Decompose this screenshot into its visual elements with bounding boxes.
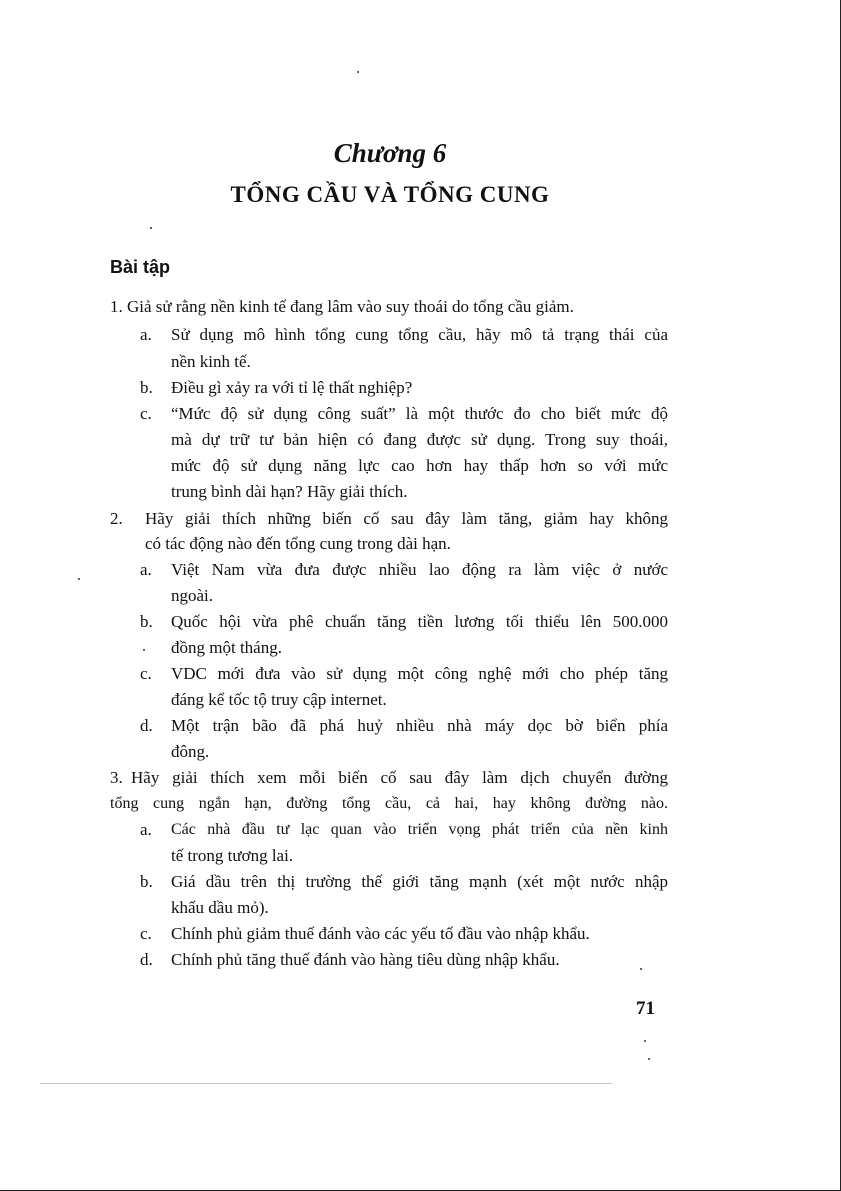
- part-text: Một trận bão đã phá huỷ nhiều nhà máy dọc bờ biển phía: [171, 716, 668, 735]
- part-mark: b.: [140, 612, 153, 631]
- question-text: tổng cung ngắn hạn, đường tổng cầu, cả hai, hay không đường nào.: [110, 795, 668, 812]
- scan-speck: [648, 1058, 650, 1060]
- part-text: đáng kể tốc tộ truy cập internet.: [171, 690, 387, 709]
- question-text: Hãy giải thích xem mỗi biến cố sau đây làm dịch chuyển đường: [131, 768, 668, 787]
- part-text: Việt Nam vừa đưa được nhiều lao động ra làm việc ở nước: [171, 560, 668, 579]
- part-mark: d.: [140, 950, 153, 969]
- question-text: Hãy giải thích những biến cố sau đây làm tăng, giảm hay không: [145, 509, 668, 528]
- part-text: ngoài.: [171, 586, 214, 605]
- question-text: có tác động nào đến tổng cung trong dài hạn.: [145, 534, 451, 553]
- scan-speck: [78, 578, 80, 580]
- part-mark: c.: [140, 664, 152, 683]
- scan-speck: [644, 1040, 646, 1042]
- question-number: 2.: [110, 509, 123, 528]
- part-mark: c.: [140, 404, 152, 423]
- part-text: Quốc hội vừa phê chuẩn tăng tiền lương tối thiểu lên 500.000: [171, 612, 668, 631]
- part-text: VDC mới đưa vào sử dụng một công nghệ mới cho phép tăng: [171, 664, 668, 683]
- part-text: Chính phủ tăng thuế đánh vào hàng tiêu dùng nhập khẩu.: [171, 950, 560, 969]
- scan-speck: [150, 227, 152, 229]
- scan-speck: [143, 649, 145, 651]
- part-text: đông.: [171, 742, 210, 761]
- scan-speck: [640, 968, 642, 970]
- chapter-number: Chương 6: [333, 138, 447, 168]
- part-mark: a.: [140, 820, 152, 839]
- part-text: mà dự trữ tư bản hiện có đang được sử dụng. Trong suy thoái,: [171, 430, 668, 449]
- question-number: 3.: [110, 768, 123, 787]
- part-text: mức độ sử dụng năng lực cao hơn hay thấp hơn so với mức: [171, 456, 668, 475]
- question-text: Giả sử rằng nền kinh tế đang lâm vào suy thoái do tổng cầu giảm.: [127, 297, 574, 316]
- part-text: nền kinh tế.: [171, 352, 251, 371]
- part-text: đồng một tháng.: [171, 638, 282, 657]
- chapter-title: TỔNG CẦU VÀ TỔNG CUNG: [230, 182, 550, 207]
- part-text: Giá dầu trên thị trường thế giới tăng mạnh (xét một nước nhập: [171, 872, 668, 891]
- part-text: trung bình dài hạn? Hãy giải thích.: [171, 482, 408, 501]
- part-text: khẩu dầu mỏ).: [171, 898, 269, 917]
- part-mark: a.: [140, 560, 152, 579]
- section-heading: Bài tập: [110, 257, 171, 277]
- footer-rule: [40, 1083, 612, 1084]
- part-text: Điều gì xảy ra với tỉ lệ thất nghiệp?: [171, 378, 413, 397]
- part-text: Sử dụng mô hình tổng cung tổng cầu, hãy mô tả trạng thái của: [171, 325, 668, 344]
- scan-speck: [357, 71, 359, 73]
- part-text: “Mức độ sử dụng công suất” là một thước đo cho biết mức độ: [171, 404, 668, 423]
- part-mark: b.: [140, 872, 153, 891]
- part-mark: a.: [140, 325, 152, 344]
- question-number: 1.: [110, 297, 123, 316]
- part-mark: b.: [140, 378, 153, 397]
- part-mark: c.: [140, 924, 152, 943]
- part-text: Các nhà đầu tư lạc quan vào triển vọng phát triển của nền kinh: [171, 821, 668, 838]
- part-mark: d.: [140, 716, 153, 735]
- part-text: tế trong tương lai.: [171, 846, 294, 865]
- page-number: 71: [636, 998, 655, 1019]
- part-text: Chính phủ giảm thuế đánh vào các yếu tố đầu vào nhập khẩu.: [171, 924, 590, 943]
